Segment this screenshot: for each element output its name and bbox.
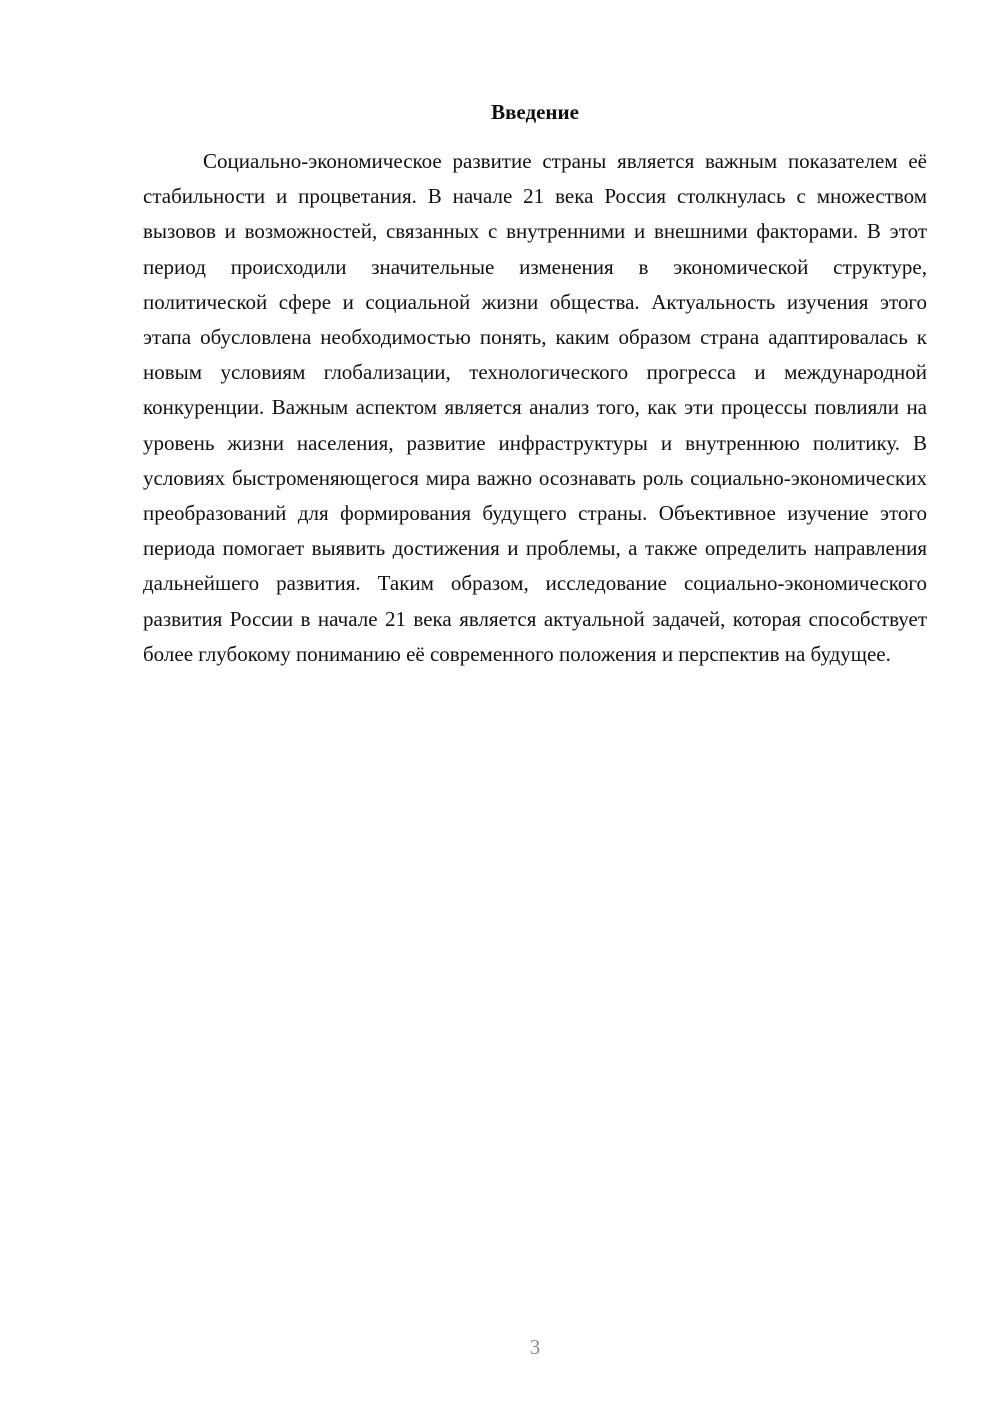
- body-paragraph: Социально-экономическое развитие страны является важным показателем её стабильности и процветания. В начале 21 века Россия столкнулась с множеством вызовов и возможностей, связанных с внутренними и внешними факторами. В этот период происходили значительные изменения в экономической структуре, политической сфере и социальной жизни общества. Актуальность изучения этого этапа обусловлена необходимостью понять, каким образом страна адаптировалась к новым условиям глобализации, технологического прогресса и международной конкуренции. Важным аспектом является анализ того, как эти процессы повлияли на уровень жизни населения, развитие инфраструктуры и внутреннюю политику. В условиях быстроменяющегося мира важно осознавать роль социально-экономических преобразований для формирования будущего страны. Объективное изучение этого периода помогает выявить достижения и проблемы, а также определить направления дальнейшего развития. Таким образом, исследование социально-экономического развития России в начале 21 века является актуальной задачей, которая способствует более глубокому пониманию её современного положения и перспектив на будущее.: [143, 149, 927, 666]
- section-heading: Введение: [491, 100, 579, 124]
- page-number: 3: [529, 1335, 541, 1359]
